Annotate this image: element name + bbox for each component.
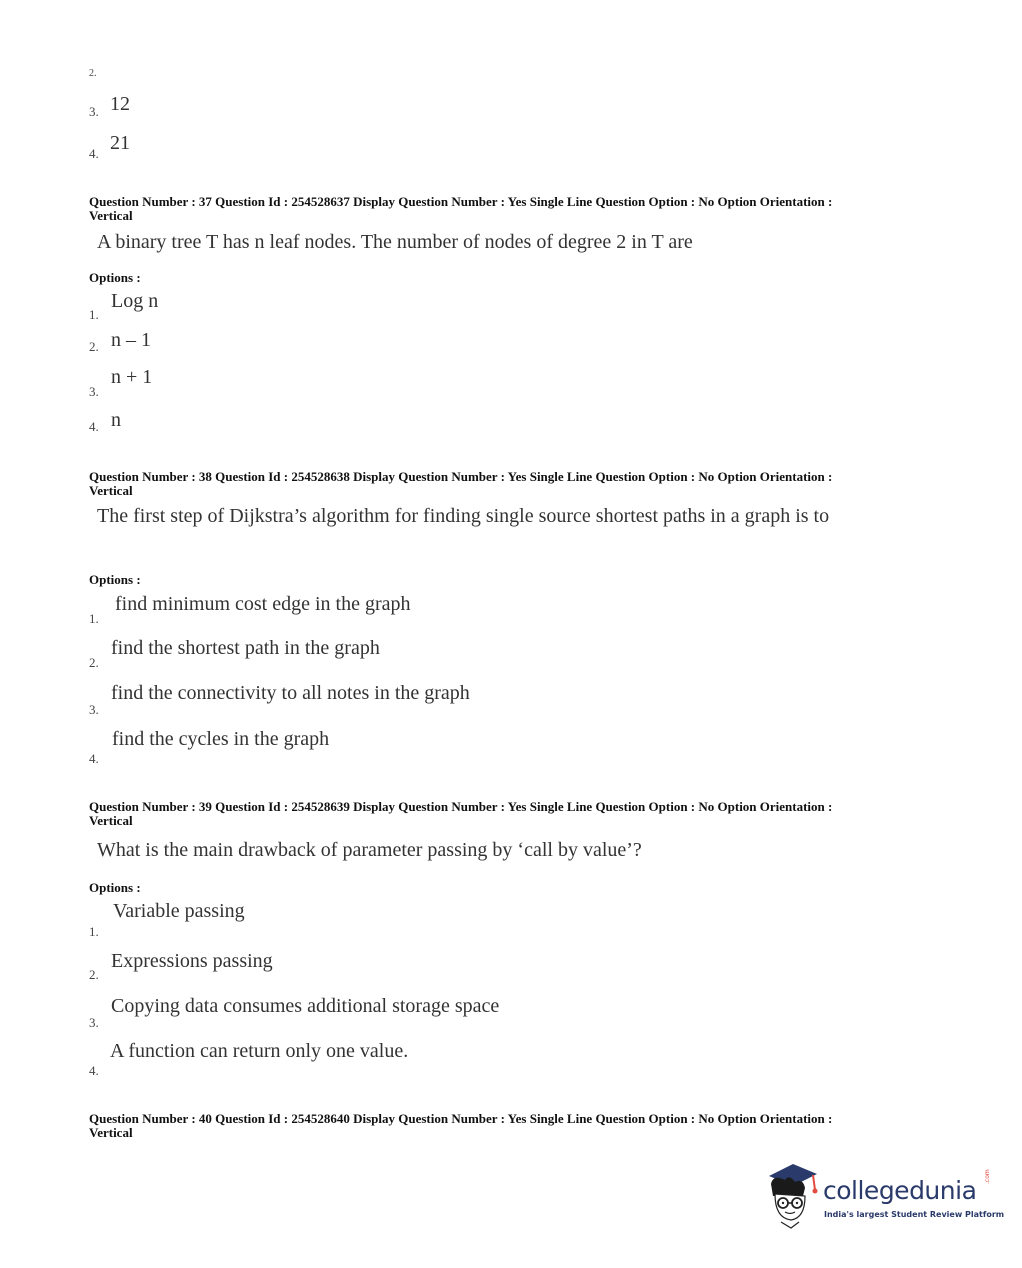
collegedunia-logo[interactable]	[763, 1162, 1005, 1232]
option-number: 3.	[89, 384, 99, 399]
options-label: Options :	[89, 880, 141, 895]
option-text: n + 1	[111, 366, 153, 388]
mascot-icon	[763, 1162, 821, 1232]
question-meta-38: Question Number : 38 Question Id : 254528638 Display Question Number : Yes Single Line Question Option : No Option Orientation : Vertical	[89, 469, 833, 498]
logo-tagline: India's largest Student Review Platform	[824, 1210, 1005, 1219]
option-number: 4.	[89, 419, 99, 434]
option-text: Expressions passing	[111, 950, 273, 972]
question-meta-39: Question Number : 39 Question Id : 254528639 Display Question Number : Yes Single Line Question Option : No Option Orientation : Vertical	[89, 799, 833, 828]
option-number: 2.	[89, 655, 99, 670]
question-text-37: A binary tree T has n leaf nodes. The number of nodes of degree 2 in T are	[97, 231, 693, 253]
option-number: 1.	[89, 924, 99, 939]
option-text: Log n	[111, 290, 159, 312]
option-text: find the cycles in the graph	[112, 728, 330, 750]
options-label: Options :	[89, 270, 141, 285]
question-text-39: What is the main drawback of parameter passing by ‘call by value’?	[97, 839, 642, 861]
logo-suffix: .com	[984, 1169, 991, 1184]
option-number: 4.	[89, 146, 99, 161]
option-text: Copying data consumes additional storage space	[111, 995, 500, 1017]
option-number: 3.	[89, 104, 99, 119]
question-meta-40: Question Number : 40 Question Id : 254528640 Display Question Number : Yes Single Line Question Option : No Option Orientation : Vertical	[89, 1111, 833, 1140]
option-number: 3.	[89, 1015, 99, 1030]
option-text: A function can return only one value.	[110, 1040, 409, 1062]
option-number: 2.	[89, 68, 97, 79]
option-text: 21	[110, 132, 130, 154]
logo-wordmark: collegedunia	[823, 1176, 977, 1205]
option-number: 2.	[89, 967, 99, 982]
option-text: find the connectivity to all notes in the graph	[111, 682, 470, 704]
options-label: Options :	[89, 572, 141, 587]
option-number: 2.	[89, 339, 99, 354]
option-text: find minimum cost edge in the graph	[115, 593, 411, 615]
option-text: n	[111, 409, 121, 431]
option-text: find the shortest path in the graph	[111, 637, 380, 659]
option-text: Variable passing	[113, 900, 245, 922]
option-number: 4.	[89, 751, 99, 766]
question-meta-37: Question Number : 37 Question Id : 254528637 Display Question Number : Yes Single Line Question Option : No Option Orientation : Vertical	[89, 194, 833, 223]
option-text: n – 1	[111, 329, 151, 351]
option-number: 1.	[89, 307, 99, 322]
option-number: 1.	[89, 611, 99, 626]
option-number: 4.	[89, 1063, 99, 1078]
option-text: 12	[110, 93, 130, 115]
option-number: 3.	[89, 702, 99, 717]
question-text-38: The first step of Dijkstra’s algorithm for finding single source shortest paths in a graph is to	[97, 505, 830, 527]
